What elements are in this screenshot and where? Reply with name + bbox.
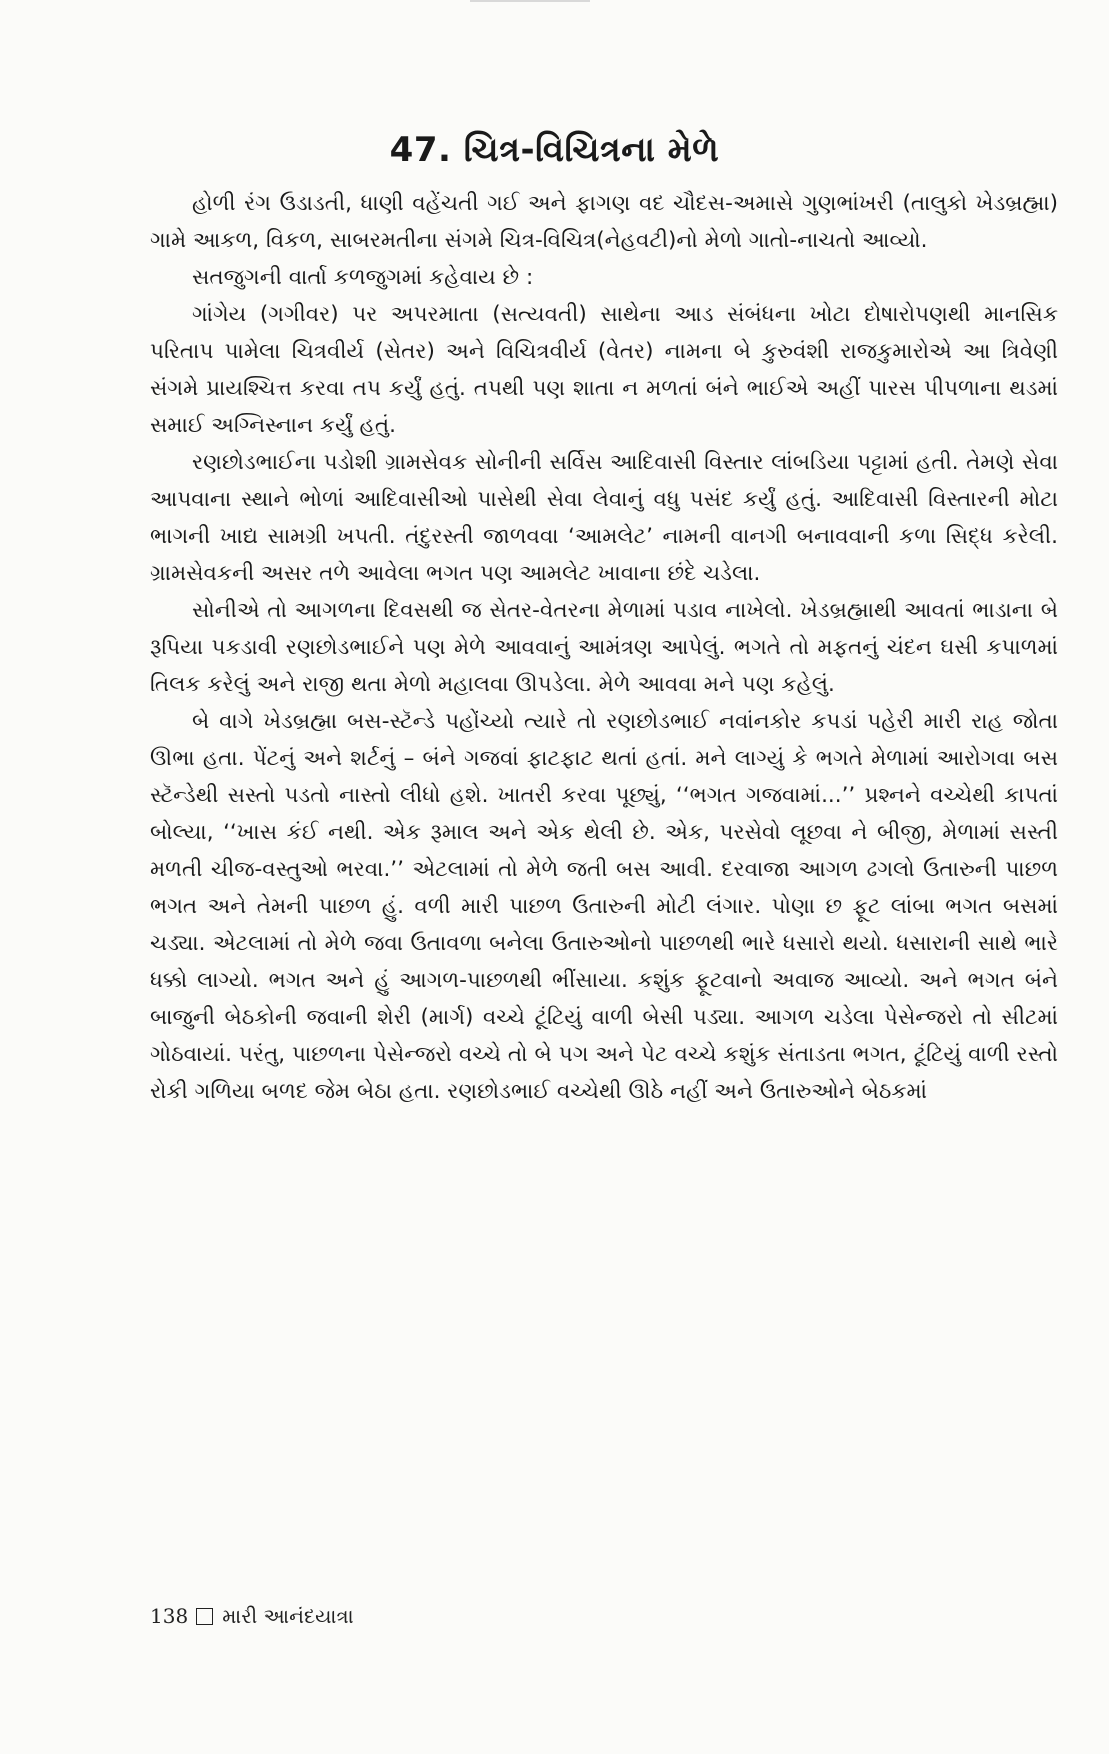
paragraph-6: બે વાગે ખેડબ્રહ્મા બસ-સ્ટૅન્ડે પહોંચ્યો ત્યારે તો રણછોડભાઈ નવાંનકોર કપડાં પહેરી મારી રાહ જોતા ઊભા હતા. પેંટનું અને શર્ટનું – બંને ગજવાં ફાટફાટ થતાં હતાં. મને લાગ્યું કે ભગતે મેળામાં આરોગવા બસ સ્ટૅન્ડેથી સસ્તો પડતો નાસ્તો લીધો હશે. ખાતરી કરવા પૂછ્યું, ‘‘ભગત ગજવામાં...’’ પ્રશ્નને વચ્ચેથી કાપતાં બોલ્યા, ‘‘ખાસ કંઈ નથી. એક રૂમાલ અને એક થેલી છે. એક, પરસેવો લૂછવા ને બીજી, મેળામાં સસ્તી મળતી ચીજ-વસ્તુઓ ભરવા.’’ એટલામાં તો મેળે જતી બસ આવી. દરવાજા આગળ ઢગલો ઉતારુની પાછળ ભગત અને તેમની પાછળ હું. વળી મારી પાછળ ઉતારુની મોટી લંગાર. પોણા છ ફૂટ લાંબા ભગત બસમાં ચડ્યા. એટલામાં તો મેળે જવા ઉતાવળા બનેલા ઉતારુઓનો પાછળથી ભારે ધસારો થયો. ધસારાની સાથે ભારે ધક્કો લાગ્યો. ભગત અને હું આગળ-પાછળથી ભીંસાયા. કશુંક ફૂટવાનો અવાજ આવ્યો. અને ભગત બંને બાજુની બેઠકોની જવાની શેરી (માર્ગ) વચ્ચે ટૂંટિયું વાળી બેસી પડ્યા. આગળ ચડેલા પેસેન્જરો તો સીટમાં ગોઠવાયાં. પરંતુ, પાછળના પેસેન્જરો વચ્ચે તો બે પગ અને પેટ વચ્ચે કશુંક સંતાડતા ભગત, ટૂંટિયું વાળી રસ્તો રોકી ગળિયા બળદ જેમ બેઠા હતા. રણછોડભાઈ વચ્ચેથી ઊઠે નહીં અને ઉતારુઓને બેઠકમાં (150, 709, 1058, 1104)
paragraph-3: ગાંગેય (ગગીવર) પર અપરમાતા (સત્યવતી) સાથેના આડ સંબંધના ખોટા દોષારોપણથી માનસિક પરિતાપ પામેલા ચિત્રવીર્ય (સેતર) અને વિચિત્રવીર્ય (વેતર) નામના બે કુરુવંશી રાજકુમારોએ આ ત્રિવેણી સંગમે પ્રાયશ્ચિત્ત કરવા તપ કર્યું હતું. તપથી પણ શાતા ન મળતાં બંને ભાઈએ અહીં પારસ પીપળાના થડમાં સમાઈ અગ્નિસ્નાન કર્યું હતું. (150, 302, 1058, 438)
page-number: 138 (150, 1604, 189, 1628)
top-edge-rule (470, 0, 590, 2)
chapter-title: 47. ચિત્ર-વિચિત્રના મેળે (389, 129, 720, 170)
page-footer (150, 1603, 354, 1629)
paragraph-2: સતજુગની વાર્તા કળજુગમાં કહેવાય છે : (192, 265, 534, 290)
chapter-body (150, 185, 1058, 1110)
paragraph-5: સોનીએ તો આગળના દિવસથી જ સેતર-વેતરના મેળામાં પડાવ નાખેલો. ખેડબ્રહ્માથી આવતાં ભાડાના બે રૂપિયા પકડાવી રણછોડભાઈને પણ મેળે આવવાનું આમંત્રણ આપેલું. ભગતે તો મફતનું ચંદન ઘસી કપાળમાં તિલક કરેલું અને રાજી થતા મેળો મહાલવા ઊપડેલા. મેળે આવવા મને પણ કહેલું. (150, 598, 1058, 697)
book-title: મારી આનંદયાત્રા (222, 1604, 354, 1628)
square-box-icon (196, 1608, 213, 1625)
paragraph-4: રણછોડભાઈના પડોશી ગ્રામસેવક સોનીની સર્વિસ આદિવાસી વિસ્તાર લાંબડિયા પટ્ટામાં હતી. તેમણે સેવા આપવાના સ્થાને ભોળાં આદિવાસીઓ પાસેથી સેવા લેવાનું વધુ પસંદ કર્યું હતું. આદિવાસી વિસ્તારની મોટા ભાગની ખાદ્ય સામગ્રી ખપતી. તંદુરસ્તી જાળવવા ‘આમલેટ’ નામની વાનગી બનાવવાની કળા સિદ્ધ કરેલી. ગ્રામસેવકની અસર તળે આવેલા ભગત પણ આમલેટ ખાવાના છંદે ચડેલા. (150, 450, 1058, 586)
paragraph-1: હોળી રંગ ઉડાડતી, ધાણી વહેંચતી ગઈ અને ફાગણ વદ ચૌદસ-અમાસે ગુણભાંખરી (તાલુકો ખેડબ્રહ્મા) ગામે આકળ, વિકળ, સાબરમતીના સંગમે ચિત્ર-વિચિત્ર(નેહવટી)નો મેળો ગાતો-નાચતો આવ્યો. (150, 191, 1058, 253)
